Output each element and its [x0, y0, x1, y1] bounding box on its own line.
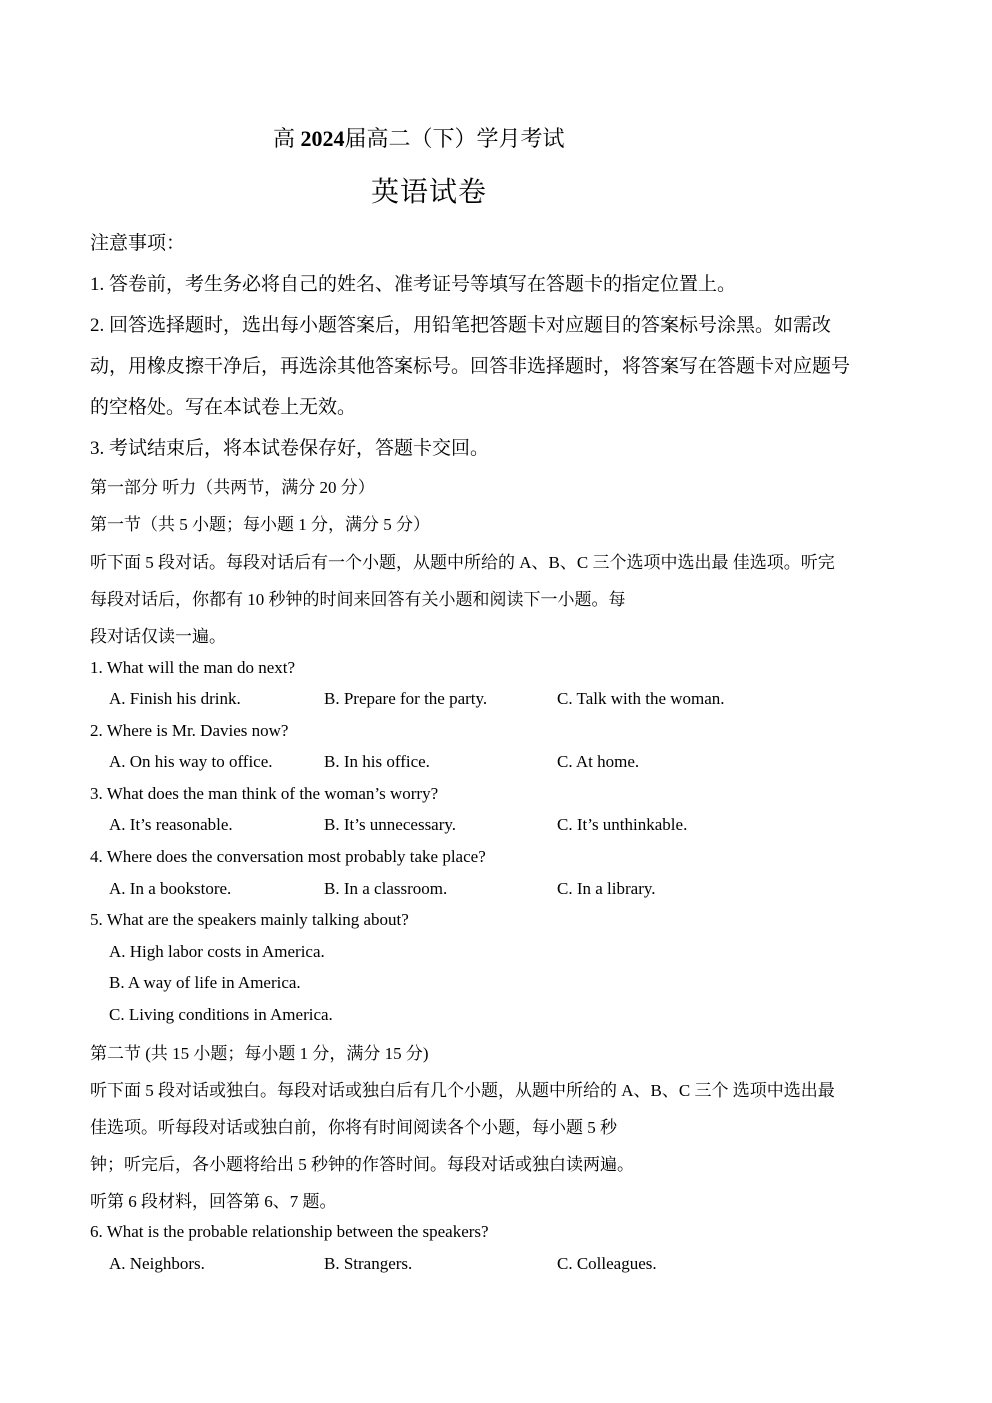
- notes-heading: 注意事项：: [90, 233, 186, 254]
- exam-title-prefix: 高: [273, 126, 296, 151]
- section2-instruction: 听下面 5 段对话或独白。每段对话或独白后有几个小题，从题中所给的 A、B、C 三个 选项中选出最: [90, 1081, 835, 1100]
- option-b: B. A way of life in America.: [109, 973, 301, 992]
- note-line: 动，用橡皮擦干净后，再选涂其他答案标号。回答非选择题时，将答案写在答题卡对应题号: [90, 356, 851, 377]
- section1-instruction: 听下面 5 段对话。每段对话后有一个小题，从题中所给的 A、B、C 三个选项中选出最 佳选项。听完: [90, 553, 835, 572]
- option-a: A. Finish his drink.: [109, 689, 241, 708]
- question-stem: 1. What will the man do next?: [90, 658, 296, 677]
- section2-heading: 第二节 (共 15 小题；每小题 1 分，满分 15 分): [90, 1044, 429, 1063]
- question-stem: 6. What is the probable relationship between the speakers?: [90, 1222, 489, 1241]
- option-b: B. Prepare for the party.: [324, 689, 488, 708]
- option-b: B. It’s unnecessary.: [324, 815, 457, 834]
- section2-instruction: 佳选项。听每段对话或独白前，你将有时间阅读各个小题，每小题 5 秒: [90, 1118, 617, 1137]
- note-line: 的空格处。写在本试卷上无效。: [90, 397, 357, 418]
- option-b: B. In his office.: [324, 752, 430, 771]
- option-b: B. Strangers.: [324, 1254, 413, 1273]
- option-c: C. In a library.: [557, 879, 656, 898]
- question-stem: 5. What are the speakers mainly talking about?: [90, 910, 409, 929]
- exam-title: [273, 122, 565, 153]
- option-a: A. It’s reasonable.: [109, 815, 233, 834]
- option-c: C. Living conditions in America.: [109, 1005, 333, 1024]
- option-c: C. Colleagues.: [557, 1254, 657, 1273]
- section1-instruction: 每段对话后，你都有 10 秒钟的时间来回答有关小题和阅读下一小题。每: [90, 590, 626, 609]
- option-c: C. Talk with the woman.: [557, 689, 725, 708]
- note-line: 2. 回答选择题时，选出每小题答案后，用铅笔把答题卡对应题目的答案标号涂黑。如需改: [90, 315, 832, 336]
- question-stem: 4. Where does the conversation most probably take place?: [90, 847, 486, 866]
- question-stem: 2. Where is Mr. Davies now?: [90, 721, 289, 740]
- option-a: A. Neighbors.: [109, 1254, 205, 1273]
- exam-title-suffix: 届高二（下）学月考试: [344, 126, 565, 151]
- note-line: 3. 考试结束后，将本试卷保存好，答题卡交回。: [90, 438, 490, 459]
- section2-instruction: 钟；听完后，各小题将给出 5 秒钟的作答时间。每段对话或独白读两遍。: [90, 1155, 634, 1174]
- section1-heading: 第一节（共 5 小题；每小题 1 分，满分 5 分）: [90, 515, 430, 534]
- exam-title-year: 2024: [300, 126, 345, 151]
- option-b: B. In a classroom.: [324, 879, 448, 898]
- option-a: A. In a bookstore.: [109, 879, 232, 898]
- material-note: 听第 6 段材料，回答第 6、7 题。: [90, 1192, 337, 1211]
- note-line: 1. 答卷前，考生务必将自己的姓名、准考证号等填写在答题卡的指定位置上。: [90, 274, 737, 295]
- subject-title: 英语试卷: [371, 177, 488, 208]
- question-stem: 3. What does the man think of the woman’s worry?: [90, 784, 439, 803]
- option-a: A. On his way to office.: [109, 752, 273, 771]
- option-a: A. High labor costs in America.: [109, 942, 325, 961]
- option-c: C. At home.: [557, 752, 640, 771]
- section1-instruction: 段对话仅读一遍。: [90, 627, 226, 646]
- part1-heading: 第一部分 听力（共两节，满分 20 分）: [90, 478, 375, 497]
- option-c: C. It’s unthinkable.: [557, 815, 688, 834]
